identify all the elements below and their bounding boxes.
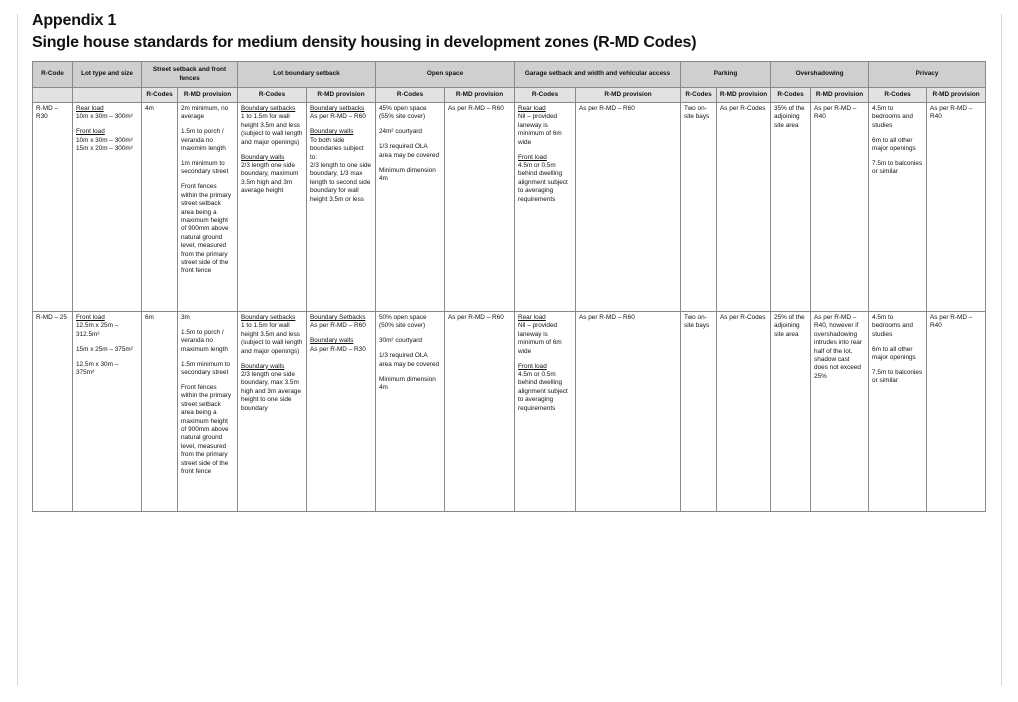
header-open-space: Open space	[376, 62, 515, 88]
lot-boundary-rcodes-cell	[238, 312, 307, 512]
open-space-line: 24m² courtyard	[379, 128, 422, 136]
street-rmd-cell	[178, 312, 238, 512]
page-margin-rule-right	[1001, 14, 1002, 686]
street-rmd-line: 1.5m minimum to secondary street	[181, 360, 231, 377]
open-space-line: 1/3 required OLA area may be covered	[379, 352, 440, 368]
subheader-empty	[33, 88, 73, 103]
lot-front-size: 10m x 30m – 300m²	[76, 136, 133, 144]
header-street-setback: Street setback and front fences	[142, 62, 238, 88]
boundary-setbacks-text: 1 to 1.5m for wall height 3.5m and less (subject to wall length and major openings)	[241, 113, 303, 146]
lot-type-cell	[73, 103, 142, 312]
overshadowing-rmd-cell: As per R-MD – R40, however if overshadowing intrudes into rear half of the lot, shadow cast does not exceed 25%	[811, 312, 869, 512]
boundary-walls-text: 2/3 length one side boundary, max 3.5m high and 3m average height to one side boundary	[241, 370, 302, 412]
privacy-rmd-cell: As per R-MD – R40	[927, 312, 986, 512]
open-space-rcodes-cell	[376, 312, 445, 512]
subheader-rmd: R-MD provision	[576, 88, 681, 103]
subheader-rmd: R-MD provision	[307, 88, 376, 103]
subheader-rmd: R-MD provision	[811, 88, 869, 103]
subheader-rcodes: R-Codes	[681, 88, 717, 103]
boundary-setbacks-label: Boundary Setbacks	[310, 314, 366, 321]
header-rcode: R-Code	[33, 62, 73, 88]
street-rmd-line: 3m	[181, 314, 190, 321]
lot-boundary-rcodes-cell	[238, 103, 307, 312]
parking-rcodes-cell: Two on-site bays	[681, 312, 717, 512]
privacy-line: 6m to all other major openings	[872, 345, 916, 362]
open-space-line: 45% open space (55% site cover)	[379, 105, 427, 121]
garage-front-text: 4.5m or 0.5m behind dwelling alignment subject to averaging requirements	[518, 370, 568, 412]
subheader-empty	[73, 88, 142, 103]
page-title: Appendix 1	[32, 12, 117, 29]
parking-rmd-cell: As per R-Codes	[717, 312, 771, 512]
open-space-line: 50% open space (50% site cover)	[379, 314, 427, 330]
street-rmd-line: Front fences within the primary street setback area being a maximum height of 900mm above natural ground level, measured from the primary street side of the front fence	[181, 383, 232, 475]
boundary-setbacks-label: Boundary setbacks	[310, 105, 365, 112]
lot-rear-label: Rear load	[76, 105, 104, 112]
subheader-rmd: R-MD provision	[927, 88, 986, 103]
lot-front-size: 15m x 20m – 300m²	[76, 145, 133, 153]
privacy-line: 4.5m to bedrooms and studies	[872, 105, 913, 129]
boundary-walls-text: To both side boundaries subject to:	[310, 136, 364, 161]
boundary-setbacks-text: 1 to 1.5m for wall height 3.5m and less (subject to wall length and major openings)	[241, 322, 303, 355]
lot-front-size: 12.5m x 25m – 312.5m²	[76, 322, 119, 338]
subheader-rmd: R-MD provision	[717, 88, 771, 103]
boundary-setbacks-text: As per R-MD – R60	[310, 322, 366, 330]
street-rmd-cell	[178, 103, 238, 312]
header-lot-boundary: Lot boundary setback	[238, 62, 376, 88]
open-space-line: 30m² courtyard	[379, 337, 422, 345]
header-lot-type: Lot type and size	[73, 62, 142, 88]
garage-front-text: 4.5m or 0.5m behind dwelling alignment subject to averaging requirements	[518, 161, 568, 203]
boundary-setbacks-text: As per R-MD – R60	[310, 113, 366, 121]
page-subtitle: Single house standards for medium density housing in development zones (R-MD Codes)	[32, 34, 697, 51]
garage-rear-text: Nil – provided laneway is minimum of 6m wide	[518, 113, 562, 146]
lot-boundary-rmd-cell	[307, 103, 376, 312]
street-rmd-line: 1.5m to porch / veranda no maximim length	[181, 128, 226, 153]
open-space-line: Minimum dimension 4m	[379, 375, 436, 391]
header-garage: Garage setback and width and vehicular access	[515, 62, 681, 88]
page-margin-rule-left	[17, 14, 18, 686]
rcode-cell: R-MD – R30	[33, 103, 73, 312]
open-space-rmd-cell: As per R-MD – R60	[445, 103, 515, 312]
standards-table	[32, 61, 986, 512]
subheader-rcodes: R-Codes	[238, 88, 307, 103]
lot-front-size: 15m x 25m – 375m²	[76, 345, 133, 353]
overshadowing-rcodes-cell: 35% of the adjoining site area	[771, 103, 811, 312]
garage-front-label: Front load	[518, 153, 547, 161]
garage-rcodes-cell	[515, 312, 576, 512]
open-space-line: Minimum dimension 4m	[379, 166, 436, 182]
privacy-rcodes-cell	[869, 103, 927, 312]
garage-rmd-cell: As per R-MD – R60	[576, 103, 681, 312]
street-rcodes-cell: 6m	[142, 312, 178, 512]
subheader-rmd: R-MD provision	[178, 88, 238, 103]
parking-rmd-cell: As per R-Codes	[717, 103, 771, 312]
garage-rcodes-cell	[515, 103, 576, 312]
boundary-walls-text: 2/3 length one side boundary, maximum 3.5m high and 3m average height	[241, 161, 299, 195]
boundary-walls-label: Boundary walls	[310, 337, 354, 345]
subheader-rcodes: R-Codes	[142, 88, 178, 103]
street-rmd-line: 2m minimum, no average	[181, 105, 229, 121]
boundary-setbacks-label: Boundary setbacks	[241, 314, 296, 321]
subheader-rmd: R-MD provision	[445, 88, 515, 103]
lot-front-label: Front load	[76, 128, 105, 136]
open-space-rcodes-cell	[376, 103, 445, 312]
privacy-rmd-cell: As per R-MD – R40	[927, 103, 986, 312]
open-space-line: 1/3 required OLA area may be covered	[379, 143, 440, 159]
header-parking: Parking	[681, 62, 771, 88]
garage-rear-label: Rear load	[518, 314, 546, 321]
lot-rear-size: 10m x 30m – 300m²	[76, 113, 133, 121]
boundary-setbacks-label: Boundary setbacks	[241, 105, 296, 112]
boundary-walls-text: 2/3 length to one side boundary, 1/3 max length to second side boundary for wall height 3.5m or less	[310, 161, 372, 203]
boundary-walls-label: Boundary walls	[241, 153, 285, 161]
subheader-rcodes: R-Codes	[869, 88, 927, 103]
boundary-walls-text: As per R-MD – R30	[310, 345, 366, 353]
subheader-rcodes: R-Codes	[376, 88, 445, 103]
subheader-rcodes: R-Codes	[515, 88, 576, 103]
rcode-cell: R-MD – 25	[33, 312, 73, 512]
table-row	[33, 103, 986, 312]
open-space-rmd-cell: As per R-MD – R60	[445, 312, 515, 512]
boundary-walls-label: Boundary walls	[241, 362, 285, 370]
street-rmd-line: 1.5m to porch / veranda no maximum length	[181, 328, 228, 353]
parking-rcodes-cell: Two on-site bays	[681, 103, 717, 312]
lot-front-size: 12.5m x 30m – 375m²	[76, 360, 119, 377]
lot-front-label: Front load	[76, 314, 105, 321]
header-privacy: Privacy	[869, 62, 986, 88]
street-rmd-line: Front fences within the primary street setback area being a maximum height of 900mm above natural ground level, measured from the primary street side of the front fence	[181, 183, 232, 275]
lot-boundary-rmd-cell	[307, 312, 376, 512]
garage-front-label: Front load	[518, 362, 547, 370]
street-rcodes-cell: 4m	[142, 103, 178, 312]
overshadowing-rmd-cell: As per R-MD – R40	[811, 103, 869, 312]
street-rmd-line: 1m minimum to secondary street	[181, 160, 229, 176]
privacy-rcodes-cell	[869, 312, 927, 512]
subheader-rcodes: R-Codes	[771, 88, 811, 103]
garage-rear-text: Nil – provided laneway is minimum of 6m wide	[518, 322, 562, 355]
garage-rmd-cell: As per R-MD – R60	[576, 312, 681, 512]
boundary-walls-label: Boundary walls	[310, 128, 354, 136]
header-overshadowing: Overshadowing	[771, 62, 869, 88]
lot-type-cell	[73, 312, 142, 512]
table-row	[33, 312, 986, 512]
privacy-line: 6m to all other major openings	[872, 136, 916, 153]
privacy-line: 7.5m to balconies or similar	[872, 160, 923, 176]
garage-rear-label: Rear load	[518, 105, 546, 112]
privacy-line: 7.5m to balconies or similar	[872, 369, 923, 385]
table-subheader-row	[33, 88, 986, 103]
table-header-row	[33, 62, 986, 88]
overshadowing-rcodes-cell: 25% of the adjoining site area	[771, 312, 811, 512]
privacy-line: 4.5m to bedrooms and studies	[872, 314, 913, 338]
